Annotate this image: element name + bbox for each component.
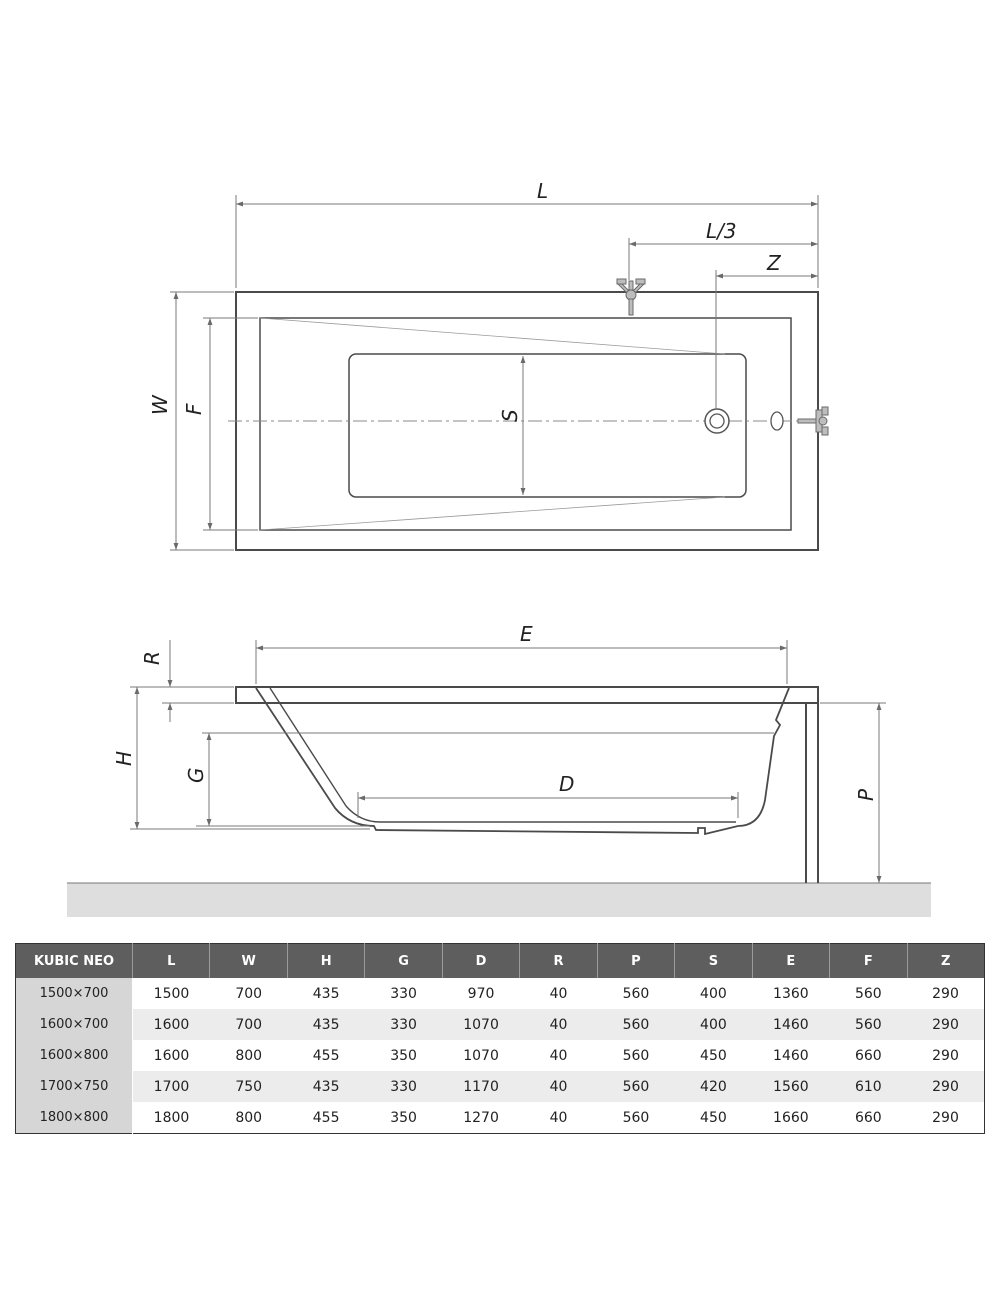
table-row xyxy=(16,1071,985,1102)
label-S: S xyxy=(498,409,522,422)
table-cell: 560 xyxy=(597,978,674,1009)
label-P: P xyxy=(854,788,878,801)
table-cell: 400 xyxy=(675,1009,752,1040)
table-cell: 40 xyxy=(520,1102,597,1134)
table-cell: 970 xyxy=(442,978,519,1009)
table-cell: 700 xyxy=(210,978,287,1009)
table-row xyxy=(16,978,985,1009)
model-cell: 1600×700 xyxy=(16,1009,133,1040)
column-header: F xyxy=(830,944,907,979)
model-cell: 1500×700 xyxy=(16,978,133,1009)
table-cell: 1500 xyxy=(133,978,210,1009)
table-cell: 1460 xyxy=(752,1040,829,1071)
table-cell: 1070 xyxy=(442,1009,519,1040)
table-cell: 1460 xyxy=(752,1009,829,1040)
table-cell: 330 xyxy=(365,1071,442,1102)
faucet-icon xyxy=(617,279,645,315)
table-cell: 700 xyxy=(210,1009,287,1040)
table-row xyxy=(16,1102,985,1134)
table-cell: 330 xyxy=(365,1009,442,1040)
table-cell: 455 xyxy=(287,1102,364,1134)
column-header: S xyxy=(675,944,752,979)
model-cell: 1600×800 xyxy=(16,1040,133,1071)
column-header: Z xyxy=(907,944,984,979)
table-cell: 1360 xyxy=(752,978,829,1009)
label-R: R xyxy=(140,651,164,665)
label-W: W xyxy=(148,395,172,415)
drain-icon xyxy=(705,409,729,433)
table-row xyxy=(16,1040,985,1071)
table-cell: 350 xyxy=(365,1040,442,1071)
table-cell: 435 xyxy=(287,1009,364,1040)
table-cell: 290 xyxy=(907,978,984,1009)
table-cell: 1070 xyxy=(442,1040,519,1071)
table-cell: 1660 xyxy=(752,1102,829,1134)
model-cell: 1700×750 xyxy=(16,1071,133,1102)
table-header-row xyxy=(16,944,985,979)
table-cell: 450 xyxy=(675,1102,752,1134)
table-cell: 560 xyxy=(830,978,907,1009)
column-header: L xyxy=(133,944,210,979)
column-header: E xyxy=(752,944,829,979)
column-header: G xyxy=(365,944,442,979)
table-cell: 1270 xyxy=(442,1102,519,1134)
column-header: W xyxy=(210,944,287,979)
table-cell: 800 xyxy=(210,1040,287,1071)
table-cell: 800 xyxy=(210,1102,287,1134)
overflow-icon xyxy=(771,412,783,430)
dimensions-table xyxy=(15,943,985,1134)
table-cell: 290 xyxy=(907,1102,984,1134)
column-header: H xyxy=(287,944,364,979)
table-cell: 40 xyxy=(520,1009,597,1040)
table-cell: 290 xyxy=(907,1009,984,1040)
table-cell: 1600 xyxy=(133,1040,210,1071)
column-header: R xyxy=(520,944,597,979)
table-cell: 400 xyxy=(675,978,752,1009)
section-view xyxy=(67,622,931,917)
table-cell: 560 xyxy=(597,1071,674,1102)
label-H: H xyxy=(112,750,136,766)
table-cell: 290 xyxy=(907,1040,984,1071)
table-cell: 450 xyxy=(675,1040,752,1071)
table-cell: 40 xyxy=(520,1071,597,1102)
table-cell: 1170 xyxy=(442,1071,519,1102)
table-cell: 610 xyxy=(830,1071,907,1102)
label-G: G xyxy=(184,767,208,783)
table-row xyxy=(16,1009,985,1040)
label-L3: L/3 xyxy=(706,219,737,243)
table-cell: 560 xyxy=(830,1009,907,1040)
label-L: L xyxy=(537,179,549,203)
table-cell: 560 xyxy=(597,1102,674,1134)
table-cell: 560 xyxy=(597,1009,674,1040)
side-faucet-icon xyxy=(798,407,828,435)
table-cell: 290 xyxy=(907,1071,984,1102)
label-F: F xyxy=(182,403,206,415)
table-cell: 660 xyxy=(830,1040,907,1071)
label-D: D xyxy=(559,772,575,796)
table-cell: 1800 xyxy=(133,1102,210,1134)
table-cell: 660 xyxy=(830,1102,907,1134)
model-cell: 1800×800 xyxy=(16,1102,133,1134)
plan-view xyxy=(148,179,828,550)
column-header: KUBIC NEO xyxy=(16,944,133,979)
column-header: P xyxy=(597,944,674,979)
label-E: E xyxy=(520,622,533,646)
table-cell: 455 xyxy=(287,1040,364,1071)
tub-body-section xyxy=(256,688,789,834)
table-cell: 40 xyxy=(520,978,597,1009)
tub-rim-section xyxy=(236,687,818,703)
table-cell: 40 xyxy=(520,1040,597,1071)
table-cell: 435 xyxy=(287,978,364,1009)
table-cell: 330 xyxy=(365,978,442,1009)
table-cell: 435 xyxy=(287,1071,364,1102)
tub-floor xyxy=(349,354,746,497)
label-Z: Z xyxy=(767,251,781,275)
table-cell: 350 xyxy=(365,1102,442,1134)
floor xyxy=(67,883,931,917)
table-cell: 1700 xyxy=(133,1071,210,1102)
table-cell: 1560 xyxy=(752,1071,829,1102)
column-header: D xyxy=(442,944,519,979)
table-cell: 1600 xyxy=(133,1009,210,1040)
table-cell: 560 xyxy=(597,1040,674,1071)
table-cell: 750 xyxy=(210,1071,287,1102)
table-cell: 420 xyxy=(675,1071,752,1102)
